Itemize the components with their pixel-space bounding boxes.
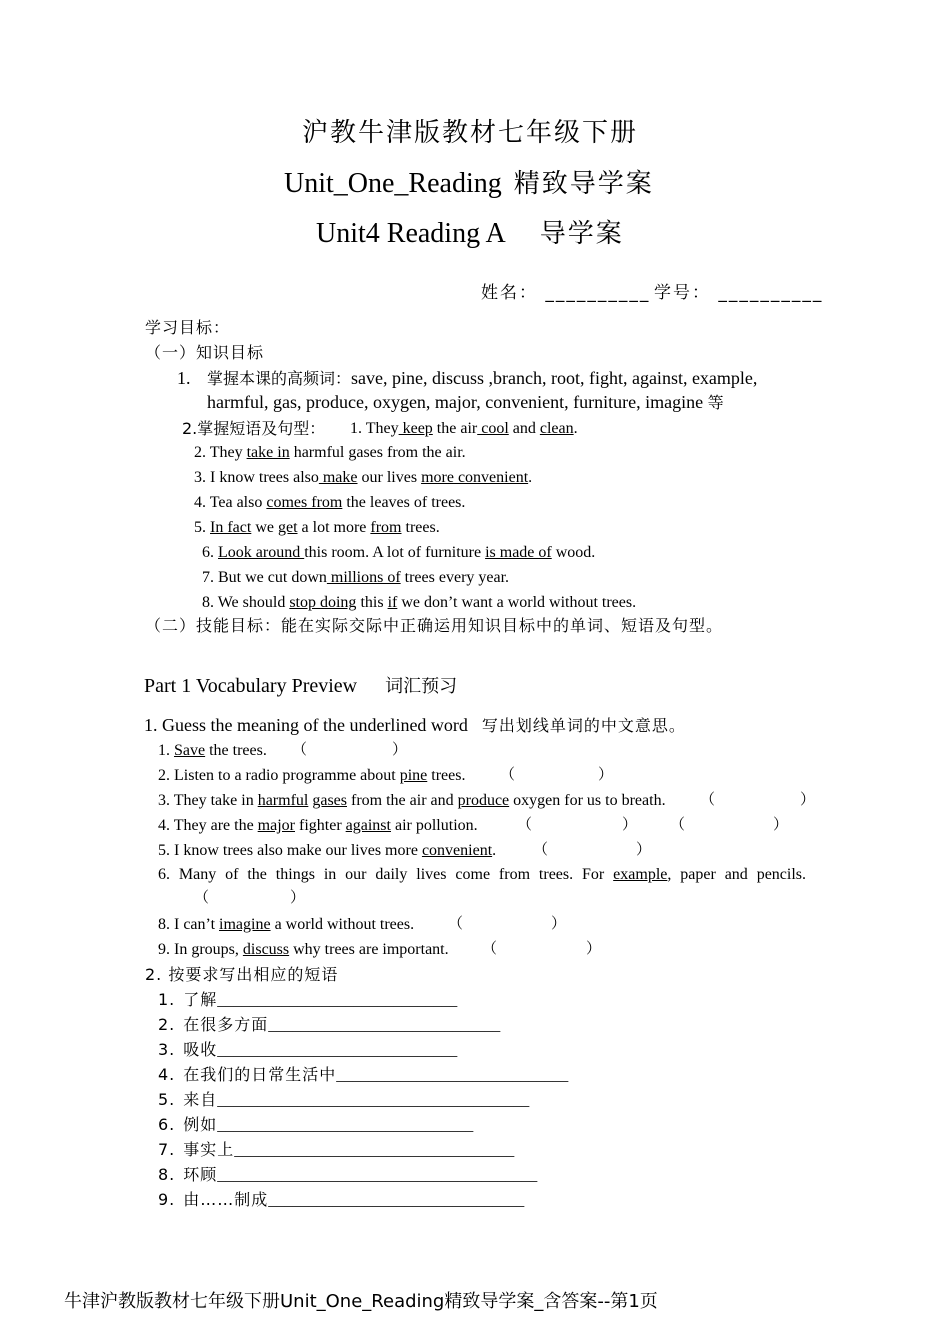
underlined-word: comes from: [266, 494, 343, 511]
underlined-word: produce: [457, 792, 510, 809]
phrase-item: [158, 1137, 514, 1160]
sentence-text: the air: [432, 420, 478, 437]
unit-title-zh: 导学案: [539, 219, 624, 249]
phrase-blank[interactable]: _______________________________________: [217, 1092, 530, 1109]
phrase-item: [158, 1087, 529, 1110]
sentence-text: Tea also: [209, 494, 267, 511]
phrase-item: [158, 1187, 524, 1210]
objective-sentence: [194, 519, 440, 537]
vocab-item: [158, 792, 666, 810]
id-field[interactable]: [654, 278, 823, 303]
sentence-text: I can’t: [174, 916, 220, 933]
sentence-text: this room. A lot of furniture: [304, 544, 486, 561]
phrase-text: 来自: [183, 1090, 218, 1109]
question-2-heading: 2. 按要求写出相应的短语: [145, 965, 339, 984]
vocab-number: 1.: [158, 742, 174, 759]
underlined-word: clean: [539, 420, 574, 437]
sentence-number: 3.: [194, 469, 210, 486]
phrase-blank[interactable]: ___________________________________: [234, 1142, 515, 1159]
objective-item-2: [182, 416, 325, 439]
sentence-text: a world without trees.: [270, 916, 415, 933]
underlined-word: In fact: [210, 519, 252, 536]
underlined-word: cool: [477, 420, 509, 437]
phrase-number: 3.: [158, 1040, 176, 1059]
unit-title-en: Unit4 Reading A: [316, 218, 506, 249]
answer-paren-close[interactable]: ）: [800, 790, 816, 808]
vocab-number: 4.: [158, 817, 174, 834]
underlined-word: from: [370, 519, 402, 536]
underlined-word: Look around: [218, 544, 305, 561]
sentence-text: fighter: [295, 817, 346, 834]
phrase-item: [158, 1037, 457, 1060]
part1-title-zh: 词汇预习: [385, 676, 458, 697]
objective-item-1: [177, 366, 757, 389]
sentence-text: .: [528, 469, 533, 486]
answer-paren-close[interactable]: ）: [551, 914, 567, 932]
sentence-text: But we cut down: [218, 569, 327, 586]
sentence-text: I know trees also: [210, 469, 319, 486]
sentence-text: we: [251, 519, 278, 536]
vocab-number: 9.: [158, 941, 174, 958]
vocab-item: [158, 866, 806, 884]
phrase-blank[interactable]: ______________________________: [217, 1042, 458, 1059]
sentence-number: 2.: [194, 444, 210, 461]
sentence-text: They take in: [173, 792, 258, 809]
answer-paren-open[interactable]: （: [700, 790, 716, 808]
sentence-text: our lives: [357, 469, 422, 486]
answer-paren-open[interactable]: （: [448, 914, 464, 932]
answer-paren-open[interactable]: （: [292, 740, 308, 758]
underlined-word: make: [318, 469, 358, 486]
answer-paren-open[interactable]: （: [533, 840, 549, 858]
sentence-text: Listen to a radio programme about: [174, 767, 400, 784]
phrase-number: 5.: [158, 1090, 176, 1109]
vocab-item: [158, 842, 496, 860]
knowledge-objective: （一）知识目标: [145, 343, 265, 362]
answer-paren-open[interactable]: （: [517, 815, 533, 833]
phrase-blank[interactable]: _____________________________: [268, 1017, 501, 1034]
phrase-text: 由……制成: [183, 1190, 269, 1209]
answer-paren-open[interactable]: （: [670, 815, 686, 833]
sentence-number: 7.: [202, 569, 218, 586]
part1-title-en: Part 1 Vocabulary Preview: [144, 675, 358, 697]
subtitle-zh: 精致导学案: [513, 169, 654, 199]
phrase-text: 在我们的日常生活中: [183, 1065, 337, 1084]
sentence-text: .: [573, 420, 578, 437]
answer-paren-close[interactable]: ）: [392, 740, 408, 758]
doc-subtitle: [284, 163, 654, 200]
item1-label: 掌握本课的高频词：: [207, 369, 352, 388]
item1-words: save, pine, discuss ,branch, root, fight, against, example,: [351, 368, 758, 388]
objective-sentence: [194, 469, 532, 487]
sentence-number: 1.: [350, 420, 366, 437]
sentence-text: a lot more: [297, 519, 371, 536]
page-footer: 牛津沪教版教材七年级下册Unit_One_Reading精致导学案_含答案--第1页: [64, 1291, 658, 1312]
phrase-blank[interactable]: _____________________________: [336, 1067, 569, 1084]
underlined-word: take in: [246, 444, 290, 461]
phrase-number: 2.: [158, 1015, 176, 1034]
sentence-text: .: [492, 842, 497, 859]
objective-sentence: [194, 444, 466, 462]
phrase-blank[interactable]: ______________________________: [217, 992, 458, 1009]
underlined-word: Save: [174, 742, 206, 759]
phrase-number: 8.: [158, 1165, 176, 1184]
part1-heading: [144, 672, 457, 698]
underlined-word: get: [277, 519, 298, 536]
sentence-text: They: [209, 444, 247, 461]
sentence-text: why trees are important.: [289, 941, 449, 958]
phrase-text: 事实上: [183, 1140, 235, 1159]
sentence-text: air pollution.: [390, 817, 478, 834]
answer-paren-open[interactable]: （: [482, 939, 498, 957]
skill-objective: （二）技能目标：能在实际交际中正确运用知识目标中的单词、短语及句型。: [145, 616, 724, 635]
sentence-number: 4.: [194, 494, 210, 511]
vocab-number: 3.: [158, 792, 174, 809]
phrase-blank[interactable]: ________________________________________: [217, 1167, 538, 1184]
id-blank[interactable]: __________: [718, 283, 824, 303]
vocab-number: 8.: [158, 916, 174, 933]
sentence-number: 8.: [202, 594, 218, 611]
answer-paren-close[interactable]: ）: [290, 888, 306, 906]
underlined-word: stop doing: [289, 594, 357, 611]
sentence-number: 5.: [194, 519, 210, 536]
id-label: 学号：: [654, 283, 711, 303]
underlined-word: is made of: [485, 544, 552, 561]
sentence-text: They are the: [173, 817, 258, 834]
sentence-text: the trees.: [205, 742, 267, 759]
phrase-text: 了解: [183, 990, 218, 1009]
vocab-number: 6.: [158, 866, 179, 883]
phrase-number: 4.: [158, 1065, 176, 1084]
item1-deng: 等: [707, 393, 724, 412]
objective-sentence: [194, 494, 465, 512]
phrase-item: [158, 1162, 537, 1185]
sentence-text: oxygen for us to breath.: [509, 792, 666, 809]
objective-sentence: [202, 544, 595, 562]
answer-paren-close[interactable]: ）: [598, 765, 614, 783]
vocab-item: [158, 817, 478, 835]
underlined-word: imagine: [219, 916, 271, 933]
sentence-text: the leaves of trees.: [342, 494, 466, 511]
q1-en: 1. Guess the meaning of the underlined word: [144, 715, 468, 735]
phrase-text: 吸收: [183, 1040, 218, 1059]
phrase-blank[interactable]: ________________________________: [217, 1117, 474, 1134]
objectives-heading: 学习目标：: [145, 318, 231, 337]
underlined-word: pine: [399, 767, 428, 784]
vocab-item: [158, 916, 414, 934]
underlined-word: major: [257, 817, 295, 834]
item-number: 1.: [177, 368, 191, 388]
sentence-text: harmful gases from the air.: [289, 444, 466, 461]
underlined-word: gases: [312, 792, 347, 809]
phrase-text: 例如: [183, 1115, 218, 1134]
doc-title: 沪教牛津版教材七年级下册: [302, 118, 639, 148]
phrase-item: [158, 1012, 500, 1035]
objective-item-1-cont: [207, 390, 724, 413]
vocab-number: 2.: [158, 767, 174, 784]
underlined-word: harmful: [257, 792, 309, 809]
underlined-word: millions of: [326, 569, 401, 586]
phrase-text: 环顾: [183, 1165, 218, 1184]
sentence-text: and: [508, 420, 540, 437]
answer-paren-close[interactable]: ）: [773, 815, 789, 833]
phrase-item: [158, 987, 457, 1010]
sentence-text: trees every year.: [400, 569, 510, 586]
answer-paren-open[interactable]: （: [500, 765, 516, 783]
underlined-word: keep: [398, 420, 433, 437]
phrase-blank[interactable]: ________________________________: [268, 1192, 525, 1209]
phrase-item: [158, 1062, 568, 1085]
answer-paren-close[interactable]: ）: [636, 840, 652, 858]
name-blank[interactable]: __________: [545, 283, 651, 303]
sentence-number: 6.: [202, 544, 218, 561]
sentence-text: We should: [217, 594, 290, 611]
sentence-text: In groups,: [174, 941, 243, 958]
question-1-heading: [144, 713, 686, 736]
phrase-number: 9.: [158, 1190, 176, 1209]
vocab-number: 5.: [158, 842, 174, 859]
phrase-number: 7.: [158, 1140, 176, 1159]
subtitle-en: Unit_One_Reading: [284, 168, 502, 199]
sentence-text: trees.: [427, 767, 466, 784]
item1-words2: harmful, gas, produce, oxygen, major, convenient, furniture, imagine: [207, 392, 704, 412]
objective-sentence: [202, 569, 509, 587]
underlined-word: discuss: [242, 941, 290, 958]
sentence-text: trees.: [401, 519, 440, 536]
doc-unit-title: [316, 213, 624, 250]
underlined-word: if: [387, 594, 398, 611]
answer-paren-close[interactable]: ）: [622, 815, 638, 833]
phrase-text: 在很多方面: [183, 1015, 269, 1034]
sentence-text: They: [365, 420, 399, 437]
sentence-text: , paper and pencils.: [667, 866, 807, 883]
phrase-number: 6.: [158, 1115, 176, 1134]
vocab-item: [158, 941, 449, 959]
answer-paren-close[interactable]: ）: [586, 939, 602, 957]
vocab-item: [158, 767, 465, 785]
answer-paren-open[interactable]: （: [194, 888, 210, 906]
underlined-word: example: [613, 866, 668, 883]
phrase-item: [158, 1112, 473, 1135]
sentence-text: from the air and: [347, 792, 458, 809]
sentence-text: we don’t want a world without trees.: [397, 594, 637, 611]
sentence-text: I know trees also make our lives more: [174, 842, 422, 859]
vocab-item: [158, 742, 267, 760]
item2-label: 2.掌握短语及句型：: [182, 419, 326, 438]
phrase-number: 1.: [158, 990, 176, 1009]
q1-zh: 写出划线单词的中文意思。: [481, 716, 686, 735]
underlined-word: more convenient: [421, 469, 529, 486]
underlined-word: convenient: [421, 842, 493, 859]
underlined-word: against: [345, 817, 391, 834]
sentence-text: Many of the things in our daily lives come from trees. For: [178, 866, 614, 883]
sentence-text: this: [356, 594, 388, 611]
sentence-text: wood.: [551, 544, 596, 561]
objective-sentence: [202, 594, 636, 612]
name-label: 姓名：: [481, 283, 538, 303]
objective-sentence: [350, 420, 578, 438]
name-field[interactable]: [481, 278, 650, 303]
